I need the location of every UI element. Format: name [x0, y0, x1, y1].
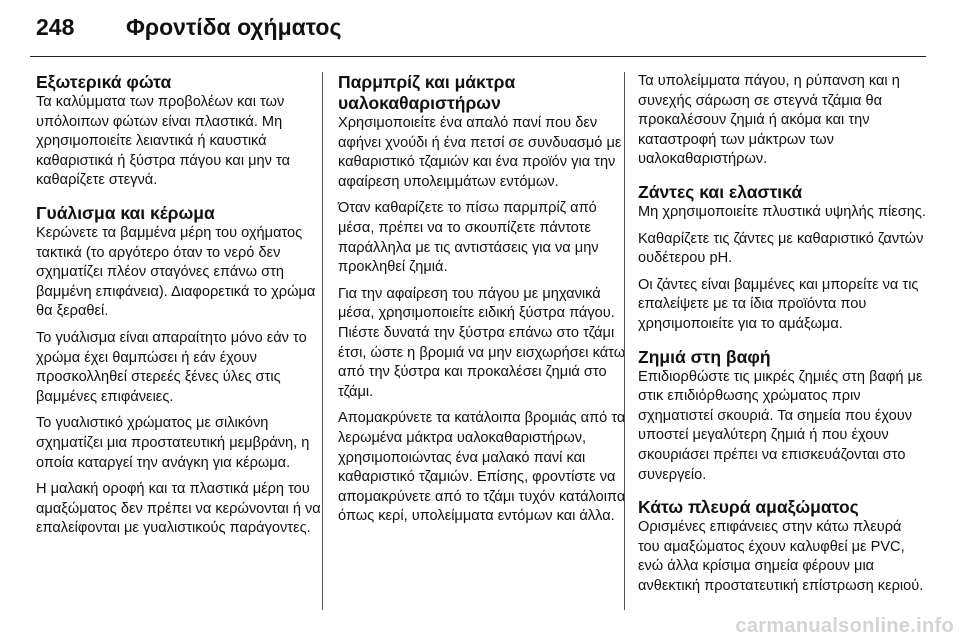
paragraph: Τα καλύμματα των προβολέων και των υπόλοιπων φώτων είναι πλαστικά. Μη χρησιμοποιείτε λειαντικά ή καυστικά καθαριστικά ή ξύστρα πάγου και μην τα καθαρίζετε στεγνά. [36, 94, 291, 189]
page-number: 248 [36, 14, 75, 40]
paragraph: Κερώνετε τα βαμμένα μέρη του οχήματος τακτικά (το αργότερο όταν το νερό δεν σχηματίζει πλέον σταγόνες επάνω στη βαμμένη επιφάνεια). Διαφορετικά το χρώμα θα ξεραθεί. [36, 224, 316, 320]
column-3 [638, 72, 926, 608]
page-header [36, 14, 341, 44]
paragraph: Το γυάλισμα είναι απαραίτητο μόνο εάν το χρώμα έχει θαμπώσει ή εάν έχουν προσκολληθεί στερεές ξένες ύλες στις βαμμένες επιφάνειες. [36, 329, 307, 405]
header-rule [30, 56, 926, 57]
column-divider [624, 72, 625, 610]
paragraph: Καθαρίζετε τις ζάντες με καθαριστικό ζαντών ουδέτερου pH. [638, 230, 924, 267]
paragraph: Χρησιμοποιείτε ένα απαλό πανί που δεν αφήνει χνούδι ή ένα πετσί σε συνδυασμό με καθαριστικό τζαμιών και ένα προϊόν για την αφαίρεση υπολειμμάτων εντόμων. [338, 115, 622, 190]
section-underbody [638, 497, 926, 596]
section-title: Ζάντες και ελαστικά [638, 181, 803, 202]
section-exterior-lights [36, 72, 324, 191]
section-title: Ζημιά στη βαφή [638, 346, 771, 367]
section-windscreen-wipers [338, 72, 626, 527]
paragraph: Επιδιορθώστε τις μικρές ζημιές στη βαφή με στικ επιδιόρθωσης χρώματος πριν σχηματιστεί σκουριά. Τα σημεία που έχουν υποστεί μεγαλύτερη ζημιά ή που έχουν σκουριάσει πρέπει να επισκευάζονται στο συνεργείο. [638, 368, 923, 483]
paragraph: Όταν καθαρίζετε το πίσω παρμπρίζ από μέσα, πρέπει να το σκουπίζετε πάντοτε παράλληλα με τις αντιστάσεις για να μην προκληθεί ζημιά. [338, 200, 599, 276]
paragraph: Απομακρύνετε τα κατάλοιπα βρομιάς από τα λερωμένα μάκτρα υαλοκαθαριστήρων, χρησιμοποιώντας ένα μαλακό πανί και καθαριστικό τζαμιών. Επίσης, φροντίστε να απομακρύνετε από το τζάμι τυχόν κατάλοιπα όπως κερί, υπολείμματα εντόμων και άλλα. [338, 410, 626, 525]
paragraph: Μη χρησιμοποιείτε πλυστικά υψηλής πίεσης. [638, 203, 926, 220]
paragraph: Η μαλακή οροφή και τα πλαστικά μέρη του αμαξώματος δεν πρέπει να κερώνονται ή να επαλείφονται με γυαλιστικούς παράγοντες. [36, 481, 321, 537]
chapter-title: Φροντίδα οχήματος [126, 14, 342, 40]
section-wipers-continued [638, 72, 926, 170]
section-polishing-waxing [36, 203, 324, 539]
paragraph: Το γυαλιστικό χρώματος με σιλικόνη σχηματίζει μια προστατευτική μεμβράνη, η οποία καταργεί την ανάγκη για κέρωμα. [36, 415, 310, 471]
section-title: Παρμπρίζ και μάκτρα υαλοκαθαριστήρων [338, 72, 516, 113]
section-title: Κάτω πλευρά αμαξώματος [638, 497, 859, 518]
column-divider [322, 72, 323, 610]
paragraph: Για την αφαίρεση του πάγου με μηχανικά μέσα, χρησιμοποιείτε ειδική ξύστρα πάγου. Πιέστε δυνατά την ξύστρα επάνω στο τζάμι έτσι, ώστε η βρομιά να μην εισχωρήσει κάτω από την ξύστρα και προκαλέσει ζημιά στο τζάμι. [338, 285, 626, 400]
section-paint-damage [638, 347, 926, 486]
paragraph: Οι ζάντες είναι βαμμένες και μπορείτε να τις επαλείψετε με τα ίδια προϊόντα που χρησιμοποιείτε για το αμάξωμα. [638, 276, 919, 332]
watermark: carmanualsonline.info [735, 615, 954, 637]
paragraph: Τα υπολείμματα πάγου, η ρύπανση και η συνεχής σάρωση σε στεγνά τζάμια θα προκαλέσουν ζημιά ή ακόμα και την καταστροφή των μάκτρων των υαλοκαθαριστήρων. [638, 73, 900, 168]
paragraph: Ορισμένες επιφάνειες στην κάτω πλευρά του αμαξώματος έχουν καλυφθεί με PVC, ενώ άλλα κρίσιμα σημεία φέρουν μια ανθεκτική προστατευτική επίστρωση κεριού. [638, 519, 924, 594]
section-wheels-tyres [638, 182, 926, 335]
column-1 [36, 72, 324, 551]
section-title: Γυάλισμα και κέρωμα [36, 202, 215, 223]
column-2 [338, 72, 626, 539]
section-title: Εξωτερικά φώτα [36, 72, 172, 92]
